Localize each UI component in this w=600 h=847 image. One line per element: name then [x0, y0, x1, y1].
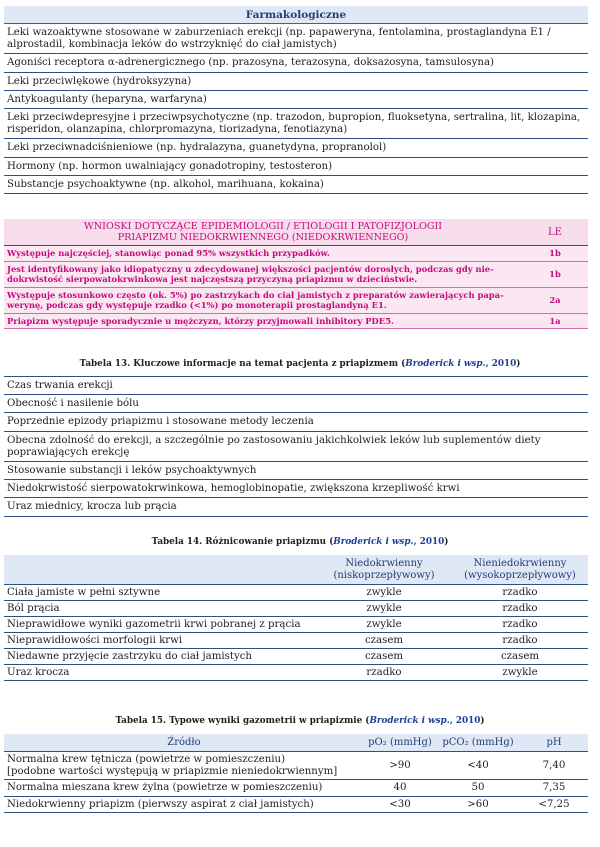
le-value: 1b	[522, 261, 588, 287]
table-row	[4, 395, 588, 413]
ph-value: 7,40	[520, 752, 588, 780]
conclusions-header-line2: PRIAPIZMU NIEDOKRWIENNEGO (NIEDOKRWIENNEGO)	[117, 232, 409, 243]
table15	[4, 734, 588, 813]
le-value: 1a	[522, 313, 588, 329]
table-row	[4, 157, 588, 175]
caption-reference: Broderick i wsp.	[405, 359, 486, 369]
table-row	[4, 665, 588, 681]
row-label: Ból prącia	[4, 601, 316, 617]
conclusion-text: Jest identyfikowany jako idiopatyczny u zdecydowanej większości pacjentów dorosłych, podczas gdy niedokrwistość sierpowatokrwinkowa jest najczęstszą przyczyną priapizmu w dzieciństwie.	[4, 261, 522, 287]
nonischemic-header-line1: Nieniedokrwienny	[473, 558, 567, 569]
caption-text: Tabela 14. Różnicowanie priapizmu (	[151, 537, 334, 547]
table-row	[4, 752, 588, 780]
source-cell: Niedokrwienny priapizm (pierwszy aspirat z ciał jamistych)	[4, 796, 364, 812]
table-row	[4, 462, 588, 480]
nonischemic-value: rzadko	[452, 585, 588, 601]
conclusions-table	[4, 219, 588, 329]
table-cell: Antykoagulanty (heparyna, warfaryna)	[4, 90, 588, 108]
conclusion-text: Występuje stosunkowo często (ok. 5%) po zastrzykach do ciał jamistych z preparatów zawierających papawerynę, podczas gdy występuje rzadko (<1%) po monoterapii prostaglandyną E1.	[4, 287, 522, 313]
table-cell: Leki przeciwlękowe (hydroksyzyna)	[4, 72, 588, 90]
caption-year: , 2010	[449, 716, 481, 726]
conclusions-header-line1: WNIOSKI DOTYCZĄCE EPIDEMIOLOGII / ETIOLOGII I PATOFIZJOLOGII	[83, 221, 443, 232]
nonischemic-value: zwykle	[452, 665, 588, 681]
table-row	[4, 90, 588, 108]
nonischemic-header	[452, 555, 588, 585]
table13	[4, 376, 588, 517]
table-cell: Uraz miednicy, krocza lub prącia	[4, 498, 588, 516]
table-row	[4, 175, 588, 193]
source-cell: Normalna mieszana krew żylna (powietrze w pomieszczeniu)	[4, 780, 364, 796]
caption-close: )	[480, 716, 485, 726]
pco2-value: <40	[436, 752, 520, 780]
table-cell: Poprzednie epizody priapizmu i stosowane metody leczenia	[4, 413, 588, 431]
table-row	[4, 601, 588, 617]
caption-close: )	[516, 359, 521, 369]
row-label: Ciała jamiste w pełni sztywne	[4, 585, 316, 601]
table-cell: Leki wazoaktywne stosowane w zaburzeniach erekcji (np. papaweryna, fentolamina, prostaglandyna E1 / alprostadil, kombinacja leków do wstrzyknięć do ciał jamistych)	[4, 24, 588, 54]
table-row	[4, 72, 588, 90]
caption-close: )	[444, 537, 449, 547]
pharmacological-header: Farmakologiczne	[4, 6, 588, 24]
table-row	[4, 24, 588, 54]
table-row	[4, 139, 588, 157]
table-row	[4, 109, 588, 139]
table14	[4, 555, 588, 681]
table-row	[4, 287, 588, 313]
table-cell: Czas trwania erekcji	[4, 377, 588, 395]
ischemic-value: zwykle	[316, 617, 452, 633]
row-label: Uraz krocza	[4, 665, 316, 681]
ischemic-value: czasem	[316, 649, 452, 665]
source-line2: [podobne wartości występują w priapizmie nieniedokrwiennym]	[7, 766, 338, 778]
table-row	[4, 413, 588, 431]
blank-header	[4, 555, 316, 585]
caption-text: Tabela 15. Typowe wyniki gazometrii w priapizmie (	[115, 716, 370, 726]
caption-reference: Broderick i wsp.	[333, 537, 414, 547]
table-cell: Obecność i nasilenie bólu	[4, 395, 588, 413]
nonischemic-value: rzadko	[452, 601, 588, 617]
po2-value: >90	[364, 752, 436, 780]
ischemic-value: czasem	[316, 633, 452, 649]
source-header: Źródło	[4, 734, 364, 752]
table-row	[4, 246, 588, 262]
caption-text: Tabela 13. Kluczowe informacje na temat pacjenta z priapizmem (	[79, 359, 406, 369]
pco2-header: pCO₂ (mmHg)	[436, 734, 520, 752]
table-cell: Obecna zdolność do erekcji, a szczególnie po zastosowaniu jakichkolwiek leków lub suplementów diety poprawiających erekcję	[4, 431, 588, 461]
le-header: LE	[522, 219, 588, 246]
caption-reference: Broderick i wsp.	[369, 716, 450, 726]
table-row	[4, 261, 588, 287]
row-label: Nieprawidłowości morfologii krwi	[4, 633, 316, 649]
table-cell: Leki przeciwnadciśnieniowe (np. hydralazyna, guanetydyna, propranolol)	[4, 139, 588, 157]
nonischemic-value: czasem	[452, 649, 588, 665]
row-label: Nieprawidłowe wyniki gazometrii krwi pobranej z prącia	[4, 617, 316, 633]
nonischemic-value: rzadko	[452, 633, 588, 649]
conclusions-header	[4, 219, 522, 246]
table-row	[4, 780, 588, 796]
table-cell: Agoniści receptora α-adrenergicznego (np. prazosyna, terazosyna, doksazosyna, tamsulosyna)	[4, 54, 588, 72]
le-value: 2a	[522, 287, 588, 313]
table15-caption	[0, 716, 600, 726]
ischemic-value: rzadko	[316, 665, 452, 681]
table14-caption	[0, 537, 600, 547]
ischemic-header-line1: Niedokrwienny	[345, 558, 423, 569]
nonischemic-header-line2: (wysokoprzepływowy)	[464, 570, 576, 581]
po2-value: <30	[364, 796, 436, 812]
table-row	[4, 431, 588, 461]
table-row	[4, 617, 588, 633]
source-line1: Normalna krew tętnicza (powietrze w pomieszczeniu)	[7, 754, 286, 765]
po2-header: pO₂ (mmHg)	[364, 734, 436, 752]
ischemic-value: zwykle	[316, 601, 452, 617]
table-row	[4, 796, 588, 812]
table-row	[4, 313, 588, 329]
source-cell	[4, 752, 364, 780]
table-row	[4, 649, 588, 665]
table-row	[4, 377, 588, 395]
conclusion-text: Występuje najczęściej, stanowiąc ponad 95% wszystkich przypadków.	[4, 246, 522, 262]
pharmacological-table	[4, 6, 588, 194]
table-row	[4, 480, 588, 498]
table-cell: Stosowanie substancji i leków psychoaktywnych	[4, 462, 588, 480]
table-cell: Substancje psychoaktywne (np. alkohol, marihuana, kokaina)	[4, 175, 588, 193]
table13-caption	[0, 359, 600, 369]
ph-value: <7,25	[520, 796, 588, 812]
table-row	[4, 633, 588, 649]
ischemic-header-line2: (niskoprzepływowy)	[333, 570, 435, 581]
pco2-value: 50	[436, 780, 520, 796]
table-cell: Niedokrwistość sierpowatokrwinkowa, hemoglobinopatie, zwiększona krzepliwość krwi	[4, 480, 588, 498]
table-cell: Leki przeciwdepresyjne i przeciwpsychotyczne (np. trazodon, bupropion, fluoksetyna, sertralina, lit, klozapina, risperidon, olanzapina, chlorpromazyna, tiorizadyna, fenotiazyna)	[4, 109, 588, 139]
table-row	[4, 498, 588, 516]
row-label: Niedawne przyjęcie zastrzyku do ciał jamistych	[4, 649, 316, 665]
table-row	[4, 54, 588, 72]
table-row	[4, 585, 588, 601]
ischemic-header	[316, 555, 452, 585]
po2-value: 40	[364, 780, 436, 796]
pco2-value: >60	[436, 796, 520, 812]
caption-year: , 2010	[413, 537, 445, 547]
table-cell: Hormony (np. hormon uwalniający gonadotropiny, testosteron)	[4, 157, 588, 175]
le-value: 1b	[522, 246, 588, 262]
ph-value: 7,35	[520, 780, 588, 796]
ischemic-value: zwykle	[316, 585, 452, 601]
conclusion-text: Priapizm występuje sporadycznie u mężczyzn, którzy przyjmowali inhibitory PDE5.	[4, 313, 522, 329]
ph-header: pH	[520, 734, 588, 752]
caption-year: , 2010	[485, 359, 517, 369]
nonischemic-value: rzadko	[452, 617, 588, 633]
